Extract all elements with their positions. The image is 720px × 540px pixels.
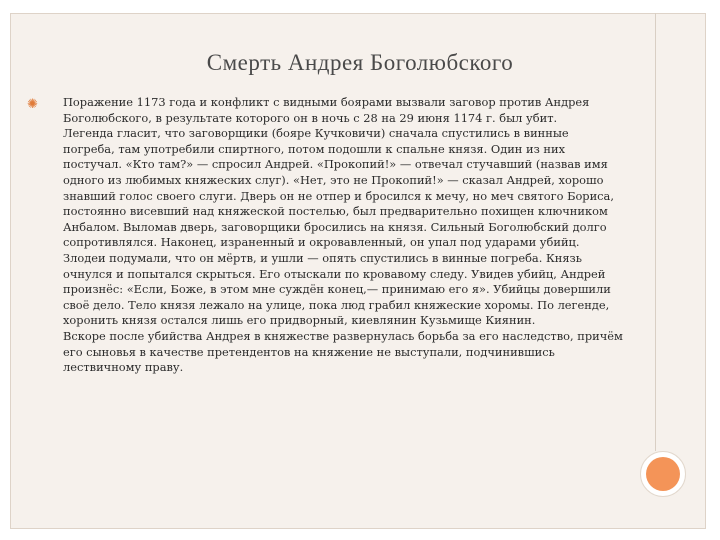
decorative-vertical-line bbox=[655, 13, 656, 451]
slide-title: Смерть Андрея Боголюбского bbox=[206, 50, 514, 75]
decorative-orange-circle bbox=[646, 457, 680, 491]
slide-body-text: Поражение 1173 года и конфликт с видными боярами вызвали заговор против Андрея Боголюбского, в результате которого он в ночь с 28 на 29 июня 1174 г. был убит. Легенда гласит, что заговорщики (бояре Кучковичи) сначала спустились в винные погреба, там употребили спиртного, потом подошли к спальне князя. Один из них постучал. «Кто там?» — спросил Андрей. «Прокопий!» — отвечал стучавший (назвав имя одного из любимых княжеских слуг). «Нет, это не Прокопий!» — сказал Андрей, хорошо знавший голос своего слуги. Дверь он не отпер и бросился к мечу, но меч святого Бориса, постоянно висевший над княжеской постелью, был предварительно похищен ключником Анбалом. Выломав дверь, заговорщики бросились на князя. Сильный Боголюбский долго сопротивлялся. Наконец, израненный и окровавленный, он упал под ударами убийц. Злодеи подумали, что он мёртв, и ушли — опять спустились в винные погреба. Князь очнулся и попытался скрыться. Его отыскали по кровавому следу. Увидев убийц, Андрей произнёс: «Если, Боже, в этом мне суждён конец,— принимаю его я». Убийцы довершили своё дело. Тело князя лежало на улице, пока люд грабил княжеские хоромы. По легенде, хоронить князя остался лишь его придворный, киевлянин Кузьмище Киянин. Вскоре после убийства Андрея в княжестве развернулась борьба за его наследство, причём его сыновья в качестве претендентов на княжение не выступали, подчинившись лествичному праву. bbox=[63, 95, 623, 375]
sun-bullet-icon: ✺ bbox=[27, 96, 38, 111]
